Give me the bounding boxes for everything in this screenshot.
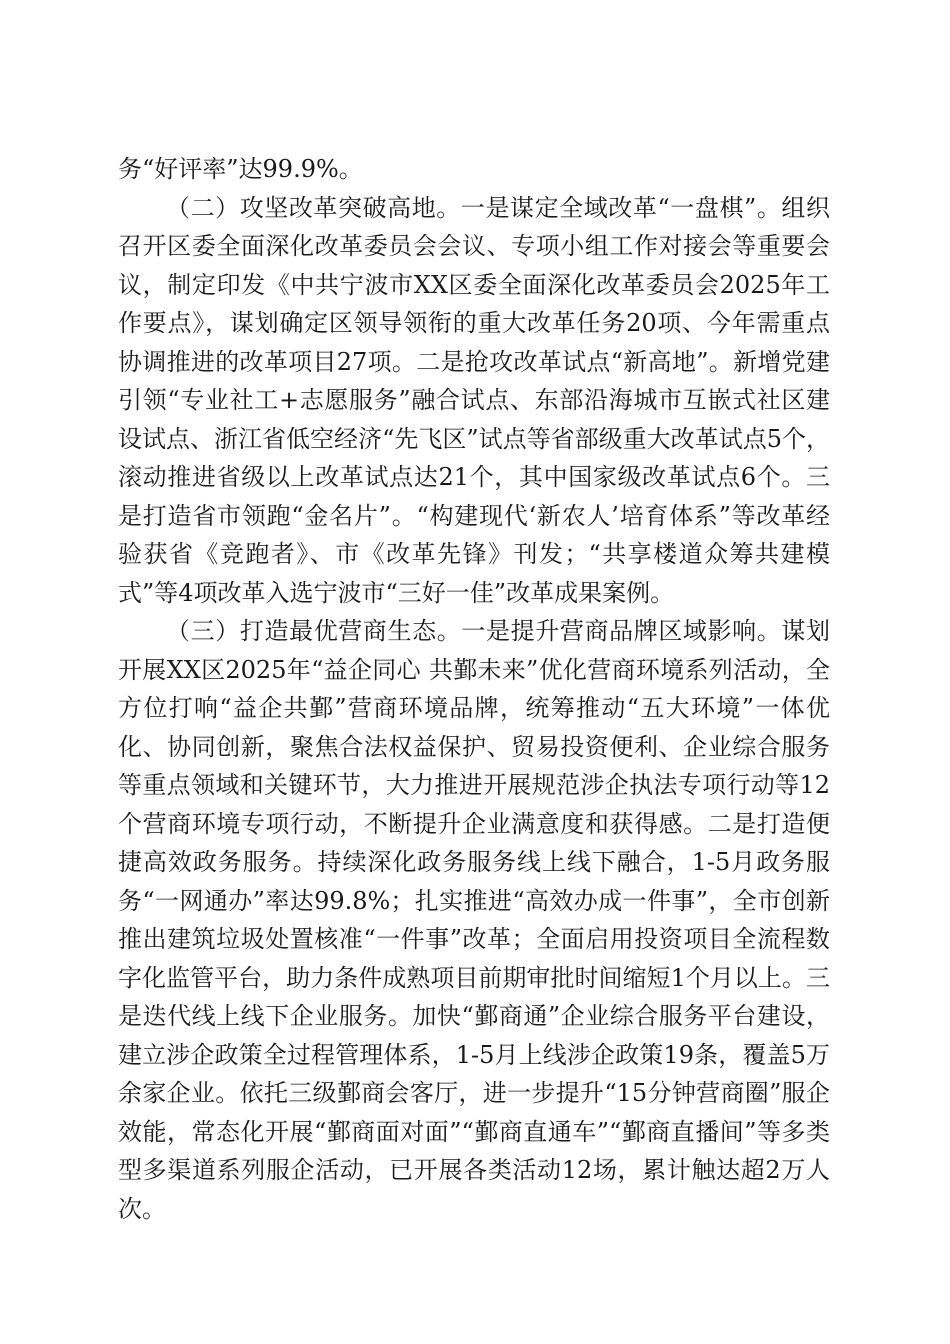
paragraph-continuation bbox=[118, 150, 830, 189]
paragraph-body: 务“好评率”达99.9%。 bbox=[118, 155, 363, 183]
paragraph-reform-pilots bbox=[118, 189, 830, 613]
paragraph-body: 一是提升营商品牌区域影响。谋划开展XX区2025年“益企同心 共鄞未来”优化营商环境系列活动，全方位打响“益企共鄞”营商环境品牌，统筹推动“五大环境”一体优化、协同创新，聚焦合法权益保护、贸易投资便利、企业综合服务等重点领域和关键环节，大力推进开展规范涉企执法专项行动等12个营商环境专项行动，不断提升企业满意度和获得感。二是打造便捷高效政务服务。持续深化政务服务线上线下融合，1-5月政务服务“一网通办”率达99.8%；扎实推进“高效办成一件事”，全市创新推出建筑垃圾处置核准“一件事”改革；全面启用投资项目全流程数字化监管平台，助力条件成熟项目前期审批时间缩短1个月以上。三是迭代线上线下企业服务。加快“鄞商通”企业综合服务平台建设，建立涉企政策全过程管理体系，1-5月上线涉企政策19条，覆盖5万余家企业。依托三级鄞商会客厅，进一步提升“15分钟营商圈”服企效能，常态化开展“鄞商面对面”“鄞商直通车”“鄞商直播间”等多类型多渠道系列服企活动，已开展各类活动12场，累计触达超2万人次。 bbox=[118, 617, 831, 1223]
paragraph-body: 一是谋定全域改革“一盘棋”。组织召开区委全面深化改革委员会会议、专项小组工作对接会等重要会议，制定印发《中共宁波市XX区委全面深化改革委员会2025年工作要点》，谋划确定区领导领衔的重大改革任务20项、今年需重点协调推进的改革项目27项。二是抢攻改革试点“新高地”。新增党建引领“专业社工+志愿服务”融合试点、东部沿海城市互嵌式社区建设试点、浙江省低空经济“先飞区”试点等省部级重大改革试点5个，滚动推进省级以上改革试点达21个，其中国家级改革试点6个。三是打造省市领跑“金名片”。“构建现代‘新农人’培育体系”等改革经验获省《竞跑者》、市《改革先锋》刊发；“共享楼道众筹共建模式”等4项改革入选宁波市“三好一佳”改革成果案例。 bbox=[118, 193, 830, 607]
paragraph-heading: （二）攻坚改革突破高地。 bbox=[166, 193, 461, 222]
paragraph-business-environment bbox=[118, 612, 830, 1228]
paragraph-heading: （三）打造最优营商生态。 bbox=[166, 617, 462, 645]
document-body bbox=[118, 150, 830, 1228]
